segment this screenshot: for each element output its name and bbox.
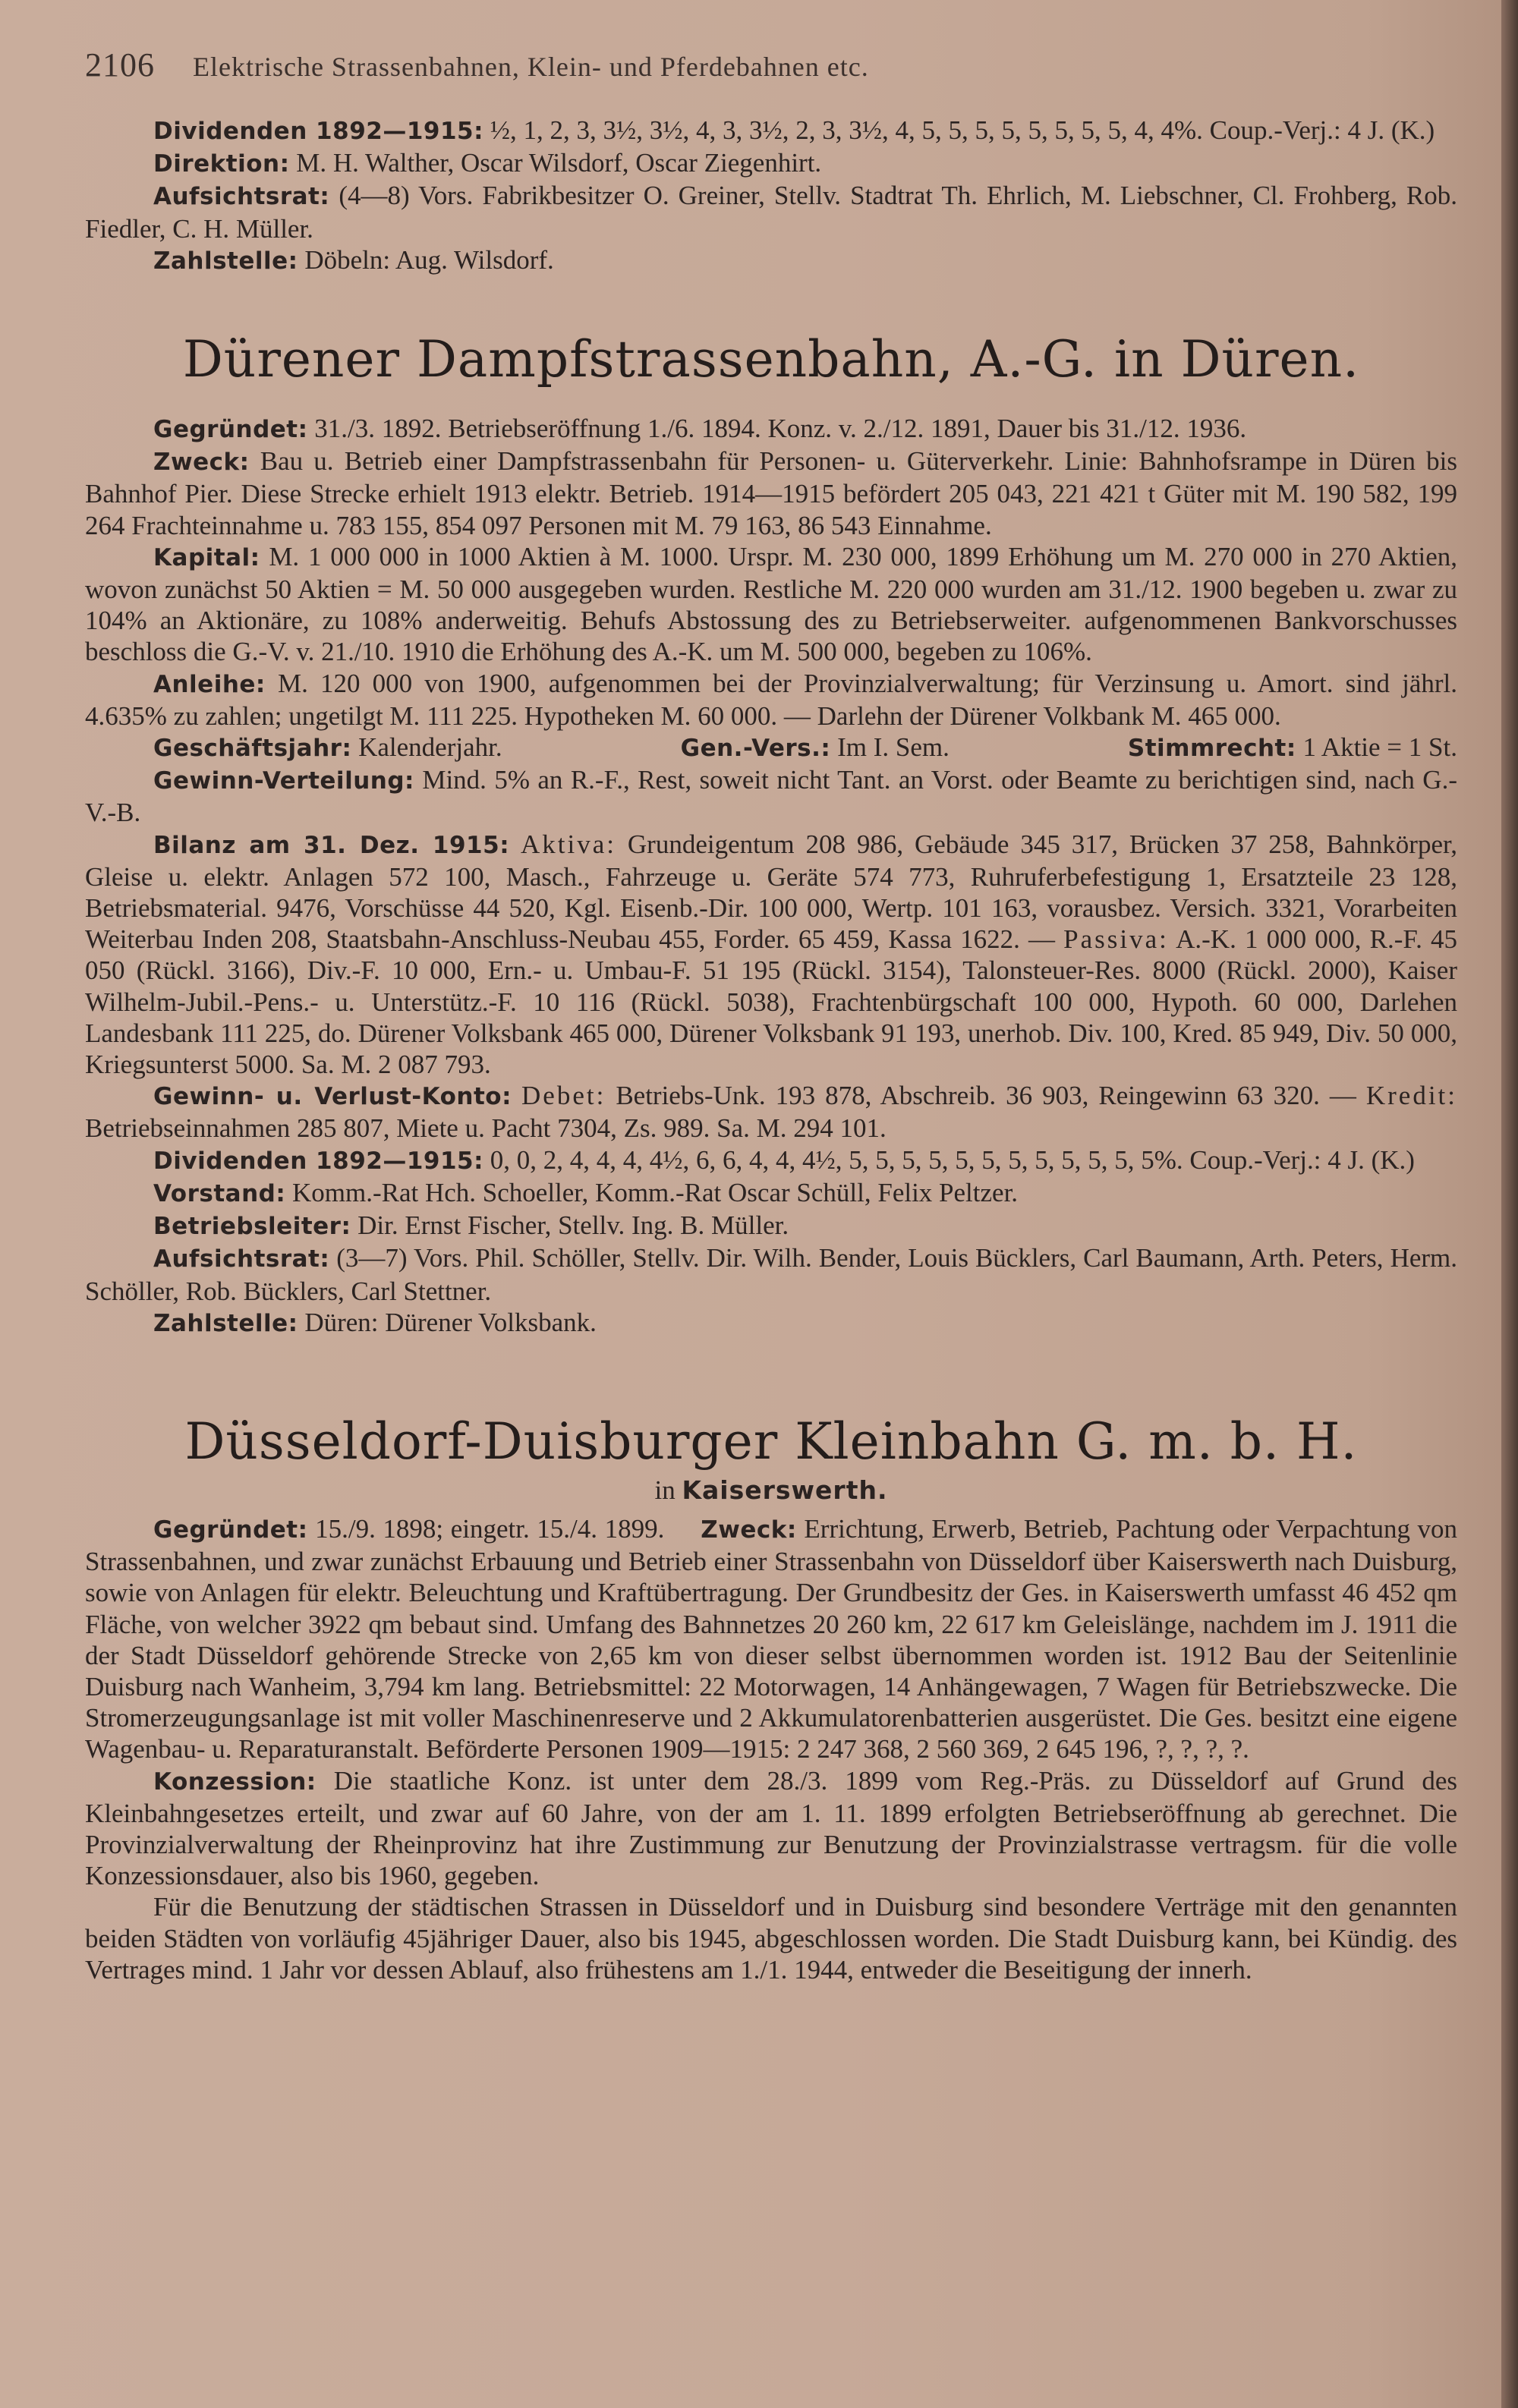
sec1-betriebsleiter-text: Dir. Ernst Fischer, Stellv. Ing. B. Müller. <box>357 1210 789 1241</box>
sec1-geschaeftsjahr <box>153 732 502 764</box>
sec2-zweck-text: Errichtung, Erwerb, Betrieb, Pachtung oder Verpachtung von Strassenbahnen, und zwar zunächst Erbauung und Betrieb einer Strassenbahn von Düsseldorf über Kaiserswerth nach Duisburg, sowie von Anlagen für elektr. Beleuchtung und Kraftübertragung. Der Grundbesitz der Ges. in Kaiserswerth umfasst 46 452 qm Fläche, von welcher 3922 qm bebaut sind. Umfang des Bahnnetzes 20 260 km, 22 617 km Geleislänge, nachdem im J. 1911 die der Stadt Düsseldorf gehörende Strecke von 2,65 km von dieser selbst übernommen worden ist. 1912 Bau der Seitenlinie Duisburg nach Wanheim, 3,794 km lang. Betriebsmittel: 22 Motorwagen, 14 Anhängewagen, 7 Wagen für Betriebszwecke. Die Stromerzeugungsanlage ist mit voller Maschinenreserve und 2 Akkumulatorenbatterien ausgerüstet. Die Ges. besitzt eine eigene Wagenbau- u. Reparaturanstalt. Beförderte Personen 1909—1915: 2 247 368, 2 560 369, 2 645 196, ?, ?, ?, ?. <box>85 1513 1458 1764</box>
prev-dividenden-text: ½, 1, 2, 3, 3½, 3½, 4, 3, 3½, 2, 3, 3½, 4, 5, 5, 5, 5, 5, 5, 5, 5, 4, 4%. Coup.-Verj.: 4 J. (K.) <box>490 115 1435 145</box>
sec1-zahlstelle <box>85 1307 1457 1339</box>
sec1-gj-label: Geschäftsjahr: <box>153 735 352 763</box>
running-title: Elektrische Strassenbahnen, Klein- und Pferdebahnen etc. <box>193 52 869 82</box>
sec1-stimmrecht <box>1128 732 1457 764</box>
sec1-guv-text2: Betriebseinnahmen 285 807, Miete u. Pacht 7304, Zs. 989. Sa. M. 294 101. <box>85 1113 887 1144</box>
sec1-dividenden <box>85 1144 1457 1177</box>
sec1-betriebsleiter-label: Betriebsleiter: <box>153 1213 351 1241</box>
sec1-kapital-text: M. 1 000 000 in 1000 Aktien à M. 1000. Urspr. M. 230 000, 1899 Erhöhung um M. 270 000 in 270 Aktien, wovon zunächst 50 Aktien = M. 50 000 ausgegeben wurden. Restliche M. 220 000 wurden am 31./12. 1900 begeben u. zwar zu 104% an Aktionäre, zu 108% anderweitig. Behufs Abstossung des zu Betriebserweiter. aufgenommenen Bankvorschusses beschloss die G.-V. v. 21./10. 1910 die Erhöhung des A.-K. um M. 500 000, begeben zu 106%. <box>85 541 1458 667</box>
subtitle-in: in <box>654 1475 676 1505</box>
sec1-guv-text1: Betriebs-Unk. 193 878, Abschreib. 36 903, Reingewinn 63 320. — <box>616 1081 1356 1111</box>
sec2-gegruendet-text: 15./9. 1898; eingetr. 15./4. 1899. <box>315 1513 665 1544</box>
sec1-aufsichtsrat-text: (3—7) Vors. Phil. Schöller, Stellv. Dir. Wilh. Bender, Louis Bücklers, Carl Baumann, Arth. Peters, Herm. Schöller, Rob. Bücklers, Carl Stettner. <box>85 1243 1458 1306</box>
sec1-betriebsleiter <box>85 1210 1457 1242</box>
sec1-gewinnvert-label: Gewinn-Verteilung: <box>153 767 414 795</box>
sec1-aufsichtsrat-label: Aufsichtsrat: <box>153 1245 330 1273</box>
running-header <box>85 46 1457 84</box>
sec1-gewinnverteilung <box>85 764 1457 828</box>
prev-direktion-text: M. H. Walther, Oscar Wilsdorf, Oscar Ziegenhirt. <box>296 148 822 178</box>
prev-aufsichtsrat-label: Aufsichtsrat: <box>153 183 330 211</box>
sec1-zahlstelle-text: Düren: Dürener Volksbank. <box>304 1307 597 1337</box>
sec2-gegruendet-zweck <box>85 1513 1457 1765</box>
sec1-gegruendet-label: Gegründet: <box>153 416 308 444</box>
page-number: 2106 <box>85 46 155 83</box>
sec1-kapital <box>85 541 1457 668</box>
prev-dividenden-label: Dividenden 1892—1915: <box>153 118 484 145</box>
sec1-dividenden-text: 0, 0, 2, 4, 4, 4, 4½, 6, 6, 4, 4, 4½, 5, 5, 5, 5, 5, 5, 5, 5, 5, 5, 5, 5%. Coup.-Verj.: 4 J. (K.) <box>490 1144 1415 1175</box>
sec1-stimm-text: 1 Aktie = 1 St. <box>1302 732 1457 763</box>
prev-zahlstelle-label: Zahlstelle: <box>153 247 298 275</box>
prev-zahlstelle-text: Döbeln: Aug. Wilsdorf. <box>304 244 554 275</box>
sec1-bilanz-text1: Grundeigentum 208 986, Gebäude 345 317, Brücken 37 258, Bahnkörper, Gleise u. elektr. Anlagen 572 100, Masch., Fahrzeuge u. Geräte 574 773, Ruhruferbefestigung 1, Ersatzteile 23 128, Betriebsmaterial. 9476, Vorschüsse 44 520, Kgl. Eisenb.-Dir. 100 000, Wertp. 101 163, vorausbez. Versich. 3321, Vorarbeiten Weiterbau Inden 208, Staatsbahn-Anschluss-Neubau 455, Forder. 65 459, Kassa 1622. — <box>85 829 1457 955</box>
section-subtitle-location <box>85 1475 1457 1506</box>
sec1-kredit-word: Kredit: <box>1365 1081 1457 1111</box>
sec1-bilanz <box>85 829 1457 1081</box>
sec1-genvers <box>681 732 950 764</box>
sec1-vorstand-label: Vorstand: <box>153 1179 286 1207</box>
prev-aufsichtsrat <box>85 180 1457 244</box>
prev-direktion-label: Direktion: <box>153 150 290 178</box>
sec1-gegruendet <box>85 413 1457 445</box>
sec1-gewinnvert-text: Mind. 5% an R.-F., Rest, soweit nicht Tant. an Vorst. oder Beamte zu berichtigen sind, nach G.-V.-B. <box>85 765 1457 828</box>
prev-zahlstelle <box>85 244 1457 277</box>
page-edge-shadow <box>1501 0 1518 2408</box>
section-title-dueren: Dürener Dampfstrassenbahn, A.-G. in Düren. <box>182 330 1360 389</box>
sec1-bilanz-text2: A.-K. 1 000 000, R.-F. 45 050 (Rückl. 3166), Div.-F. 10 000, Ern.- u. Umbau-F. 51 195 (Rückl. 3154), Talonsteuer-Res. 8000 (Rückl. 2000), Kaiser Wilhelm-Jubil.-Pens.- u. Unterstütz.-F. 10 116 (Rückl. 5038), Frachtenbürgschaft 100 000, Hypoth. 60 000, Darlehen Landesbank 111 225, do. Dürener Volksbank 465 000, Dürener Volksbank 91 193, unerhob. Div. 100, Kred. 85 949, Div. 50 000, Kriegsunterst 5000. Sa. M. 2 087 793. <box>85 924 1457 1080</box>
sec1-guv <box>85 1080 1457 1144</box>
sec1-aufsichtsrat <box>85 1242 1457 1306</box>
sec1-debet-word: Debet: <box>521 1081 606 1111</box>
sec1-gv-label: Gen.-Vers.: <box>680 735 831 763</box>
sec1-zweck-label: Zweck: <box>153 449 250 477</box>
sec1-stimm-label: Stimmrecht: <box>1127 735 1296 763</box>
sec1-gj-gv-stimm <box>85 732 1457 764</box>
sec1-dividenden-label: Dividenden 1892—1915: <box>153 1147 484 1175</box>
sec1-zweck-text: Bau u. Betrieb einer Dampfstrassenbahn für Personen- u. Güterverkehr. Linie: Bahnhofsrampe in Düren bis Bahnhof Pier. Diese Strecke erhielt 1913 elektr. Betrieb. 1914—1915 befördert 205 043, 221 421 t Güter mit M. 190 582, 199 264 Frachteinnahme u. 783 155, 854 097 Personen mit M. 79 163, 86 543 Einnahme. <box>85 446 1458 540</box>
sec1-zweck <box>85 445 1457 541</box>
prev-aufsichtsrat-text: (4—8) Vors. Fabrikbesitzer O. Greiner, Stellv. Stadtrat Th. Ehrlich, M. Liebschner, Cl. Frohberg, Rob. Fiedler, C. H. Müller. <box>85 181 1457 244</box>
sec1-vorstand <box>85 1177 1457 1210</box>
sec1-anleihe <box>85 668 1457 732</box>
sec2-konzession <box>85 1765 1457 1892</box>
sec1-guv-label: Gewinn- u. Verlust-Konto: <box>153 1083 512 1111</box>
sec1-zahlstelle-label: Zahlstelle: <box>153 1309 298 1337</box>
sec1-bilanz-label: Bilanz am 31. Dez. 1915: <box>153 831 510 859</box>
sec1-anleihe-text: M. 120 000 von 1900, aufgenommen bei der Provinzialverwaltung; für Verzinsung u. Amort. sind jährl. 4.635% zu zahlen; ungetilgt M. 111 225. Hypotheken M. 60 000. — Darlehn der Dürener Volkbank M. 465 000. <box>85 668 1458 731</box>
sec2-konzession-text: Die staatliche Konz. ist unter dem 28./3. 1899 vom Reg.-Präs. zu Düsseldorf auf Grund des Kleinbahngesetzes erteilt, und zwar auf 60 Jahre, von der am 1. 11. 1899 erfolgten Betriebseröffnung ab gerechnet. Die Provinzialverwaltung der Rheinprovinz hat ihre Zustimmung zur Benutzung der Provinzialstrasse vertragsm. für die volle Konzessionsdauer, also bis 1960, gegeben. <box>85 1765 1457 1891</box>
sec2-gegruendet-label: Gegründet: <box>153 1516 308 1544</box>
sec1-passiva-word: Passiva: <box>1063 924 1169 955</box>
sec2-zweck-label: Zweck: <box>701 1516 797 1544</box>
sec1-aktiva-word: Aktiva: <box>521 829 616 859</box>
sec1-vorstand-text: Komm.-Rat Hch. Schoeller, Komm.-Rat Oscar Schüll, Felix Peltzer. <box>291 1177 1019 1207</box>
sec1-gegruendet-text: 31./3. 1892. Betriebseröffnung 1./6. 1894. Konz. v. 2./12. 1891, Dauer bis 31./12. 1936. <box>314 414 1247 444</box>
sec1-kapital-label: Kapital: <box>153 543 260 571</box>
sec1-anleihe-label: Anleihe: <box>153 670 266 698</box>
sec2-konzession-label: Konzession: <box>153 1767 317 1796</box>
prev-dividenden <box>85 115 1457 147</box>
sec2-benutzung: Für die Benutzung der städtischen Strassen in Düsseldorf und in Duisburg sind besondere Verträge mit den genannten beiden Städten von vorläufig 45jähriger Dauer, also bis 1945, abgeschlossen worden. Die Stadt Duisburg kann, bei Kündig. des Vertrages mind. 1 Jahr vor dessen Ablauf, also frühestens am 1./1. 1944, entweder die Beseitigung der innerh. <box>85 1892 1457 1985</box>
page-content <box>85 46 1457 1985</box>
sec1-gv-text: Im I. Sem. <box>837 732 950 763</box>
sec1-gj-text: Kalenderjahr. <box>358 732 502 763</box>
subtitle-place: Kaiserswerth. <box>682 1475 888 1505</box>
prev-direktion <box>85 147 1457 180</box>
section-title-duesseldorf: Düsseldorf-Duisburger Kleinbahn G. m. b. H. <box>184 1412 1358 1471</box>
